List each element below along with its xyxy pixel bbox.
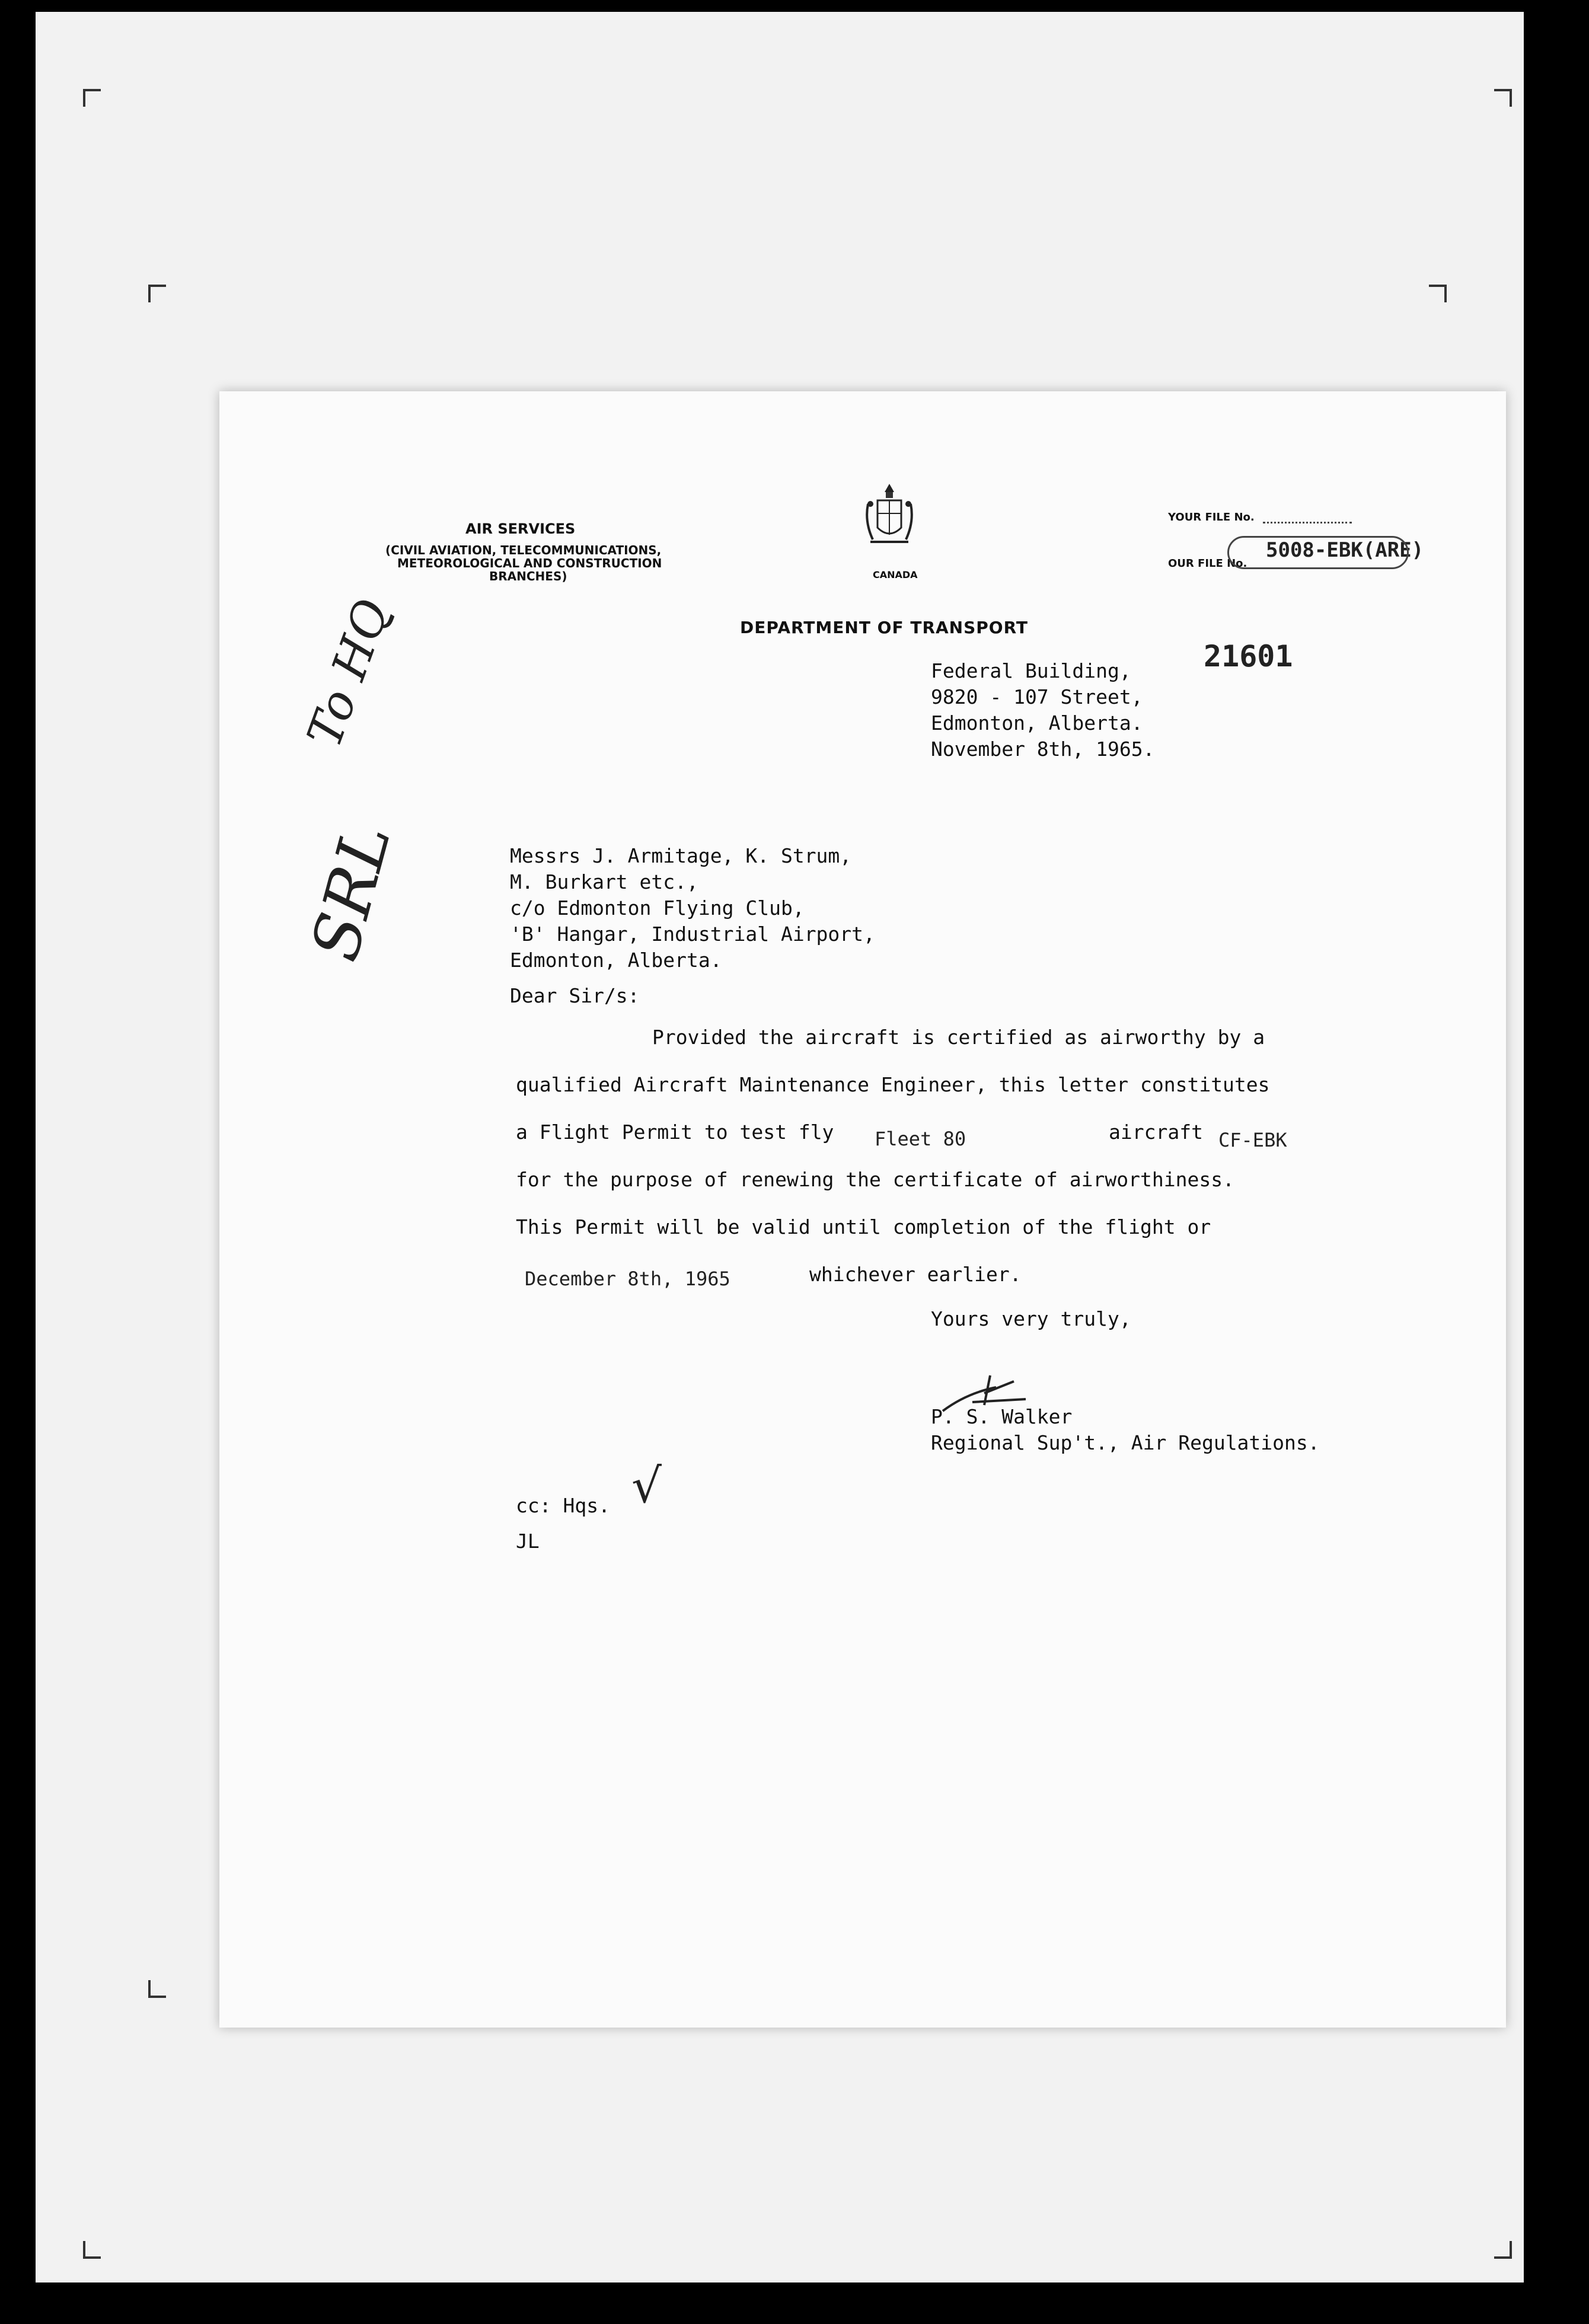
your-file-line [1263,522,1352,523]
letter-page [219,391,1506,2028]
handwritten-to-hq: To HQ [296,592,400,754]
branches-line-3: BRANCHES) [489,569,567,583]
crop-mark-bottom-left [83,2241,101,2259]
branches-line-1: (CIVIL AVIATION, TELECOMMUNICATIONS, [385,543,662,557]
cc-line: cc: Hqs. [516,1494,610,1517]
sender-address-line-2: 9820 - 107 Street, [931,685,1143,708]
crop-mark-inner-bottom-left [148,1980,166,1998]
recipient-line-2: M. Burkart etc., [510,870,698,893]
aircraft-word: aircraft [1109,1120,1203,1144]
typist-initials: JL [516,1530,540,1553]
crop-mark-inner-top-left [148,285,166,302]
aircraft-registration: CF-EBK [1218,1129,1287,1151]
whichever-earlier: whichever earlier. [809,1263,1022,1286]
cc-check-mark: √ [631,1458,662,1514]
handwritten-initials: SRL [296,816,406,969]
department-title: DEPARTMENT OF TRANSPORT [740,618,1028,637]
your-file-label: YOUR FILE No. [1168,511,1255,523]
sender-address-line-3: Edmonton, Alberta. [931,711,1143,735]
body-line-2: qualified Aircraft Maintenance Engineer, this letter constitutes [516,1073,1270,1096]
org-name: AIR SERVICES [465,521,576,537]
signatory-title: Regional Sup't., Air Regulations. [931,1431,1320,1454]
body-line-1: Provided the aircraft is certified as airworthy by a [652,1026,1265,1049]
crop-mark-top-left [83,89,101,107]
letter-date: November 8th, 1965. [931,738,1155,761]
recipient-line-3: c/o Edmonton Flying Club, [510,896,805,920]
crest-label: CANADA [873,569,918,580]
our-file-number: 5008-EBK(ARE) [1266,538,1424,562]
expiry-date: December 8th, 1965 [525,1268,730,1290]
crop-mark-bottom-right [1494,2241,1512,2259]
body-line-4: for the purpose of renewing the certificate of airworthiness. [516,1168,1234,1191]
salutation: Dear Sir/s: [510,984,640,1007]
body-line-5: This Permit will be valid until completion of the flight or [516,1215,1211,1238]
branches-line-2: METEOROLOGICAL AND CONSTRUCTION [397,556,662,570]
aircraft-type: Fleet 80 [875,1128,966,1150]
recipient-line-5: Edmonton, Alberta. [510,949,722,972]
closing: Yours very truly, [931,1307,1131,1330]
body-line-3: a Flight Permit to test fly [516,1120,834,1144]
recipient-line-1: Messrs J. Armitage, K. Strum, [510,844,852,867]
our-file-label: OUR FILE No. [1168,557,1247,570]
file-number-circle [1227,536,1409,569]
crop-mark-top-right [1494,89,1512,107]
sender-address-line-1: Federal Building, [931,659,1131,682]
canada-crest [860,480,919,563]
crop-mark-inner-top-right [1429,285,1447,302]
recipient-line-4: 'B' Hangar, Industrial Airport, [510,922,875,946]
signatory-name: P. S. Walker [931,1405,1073,1428]
reference-number: 21601 [1204,639,1293,673]
